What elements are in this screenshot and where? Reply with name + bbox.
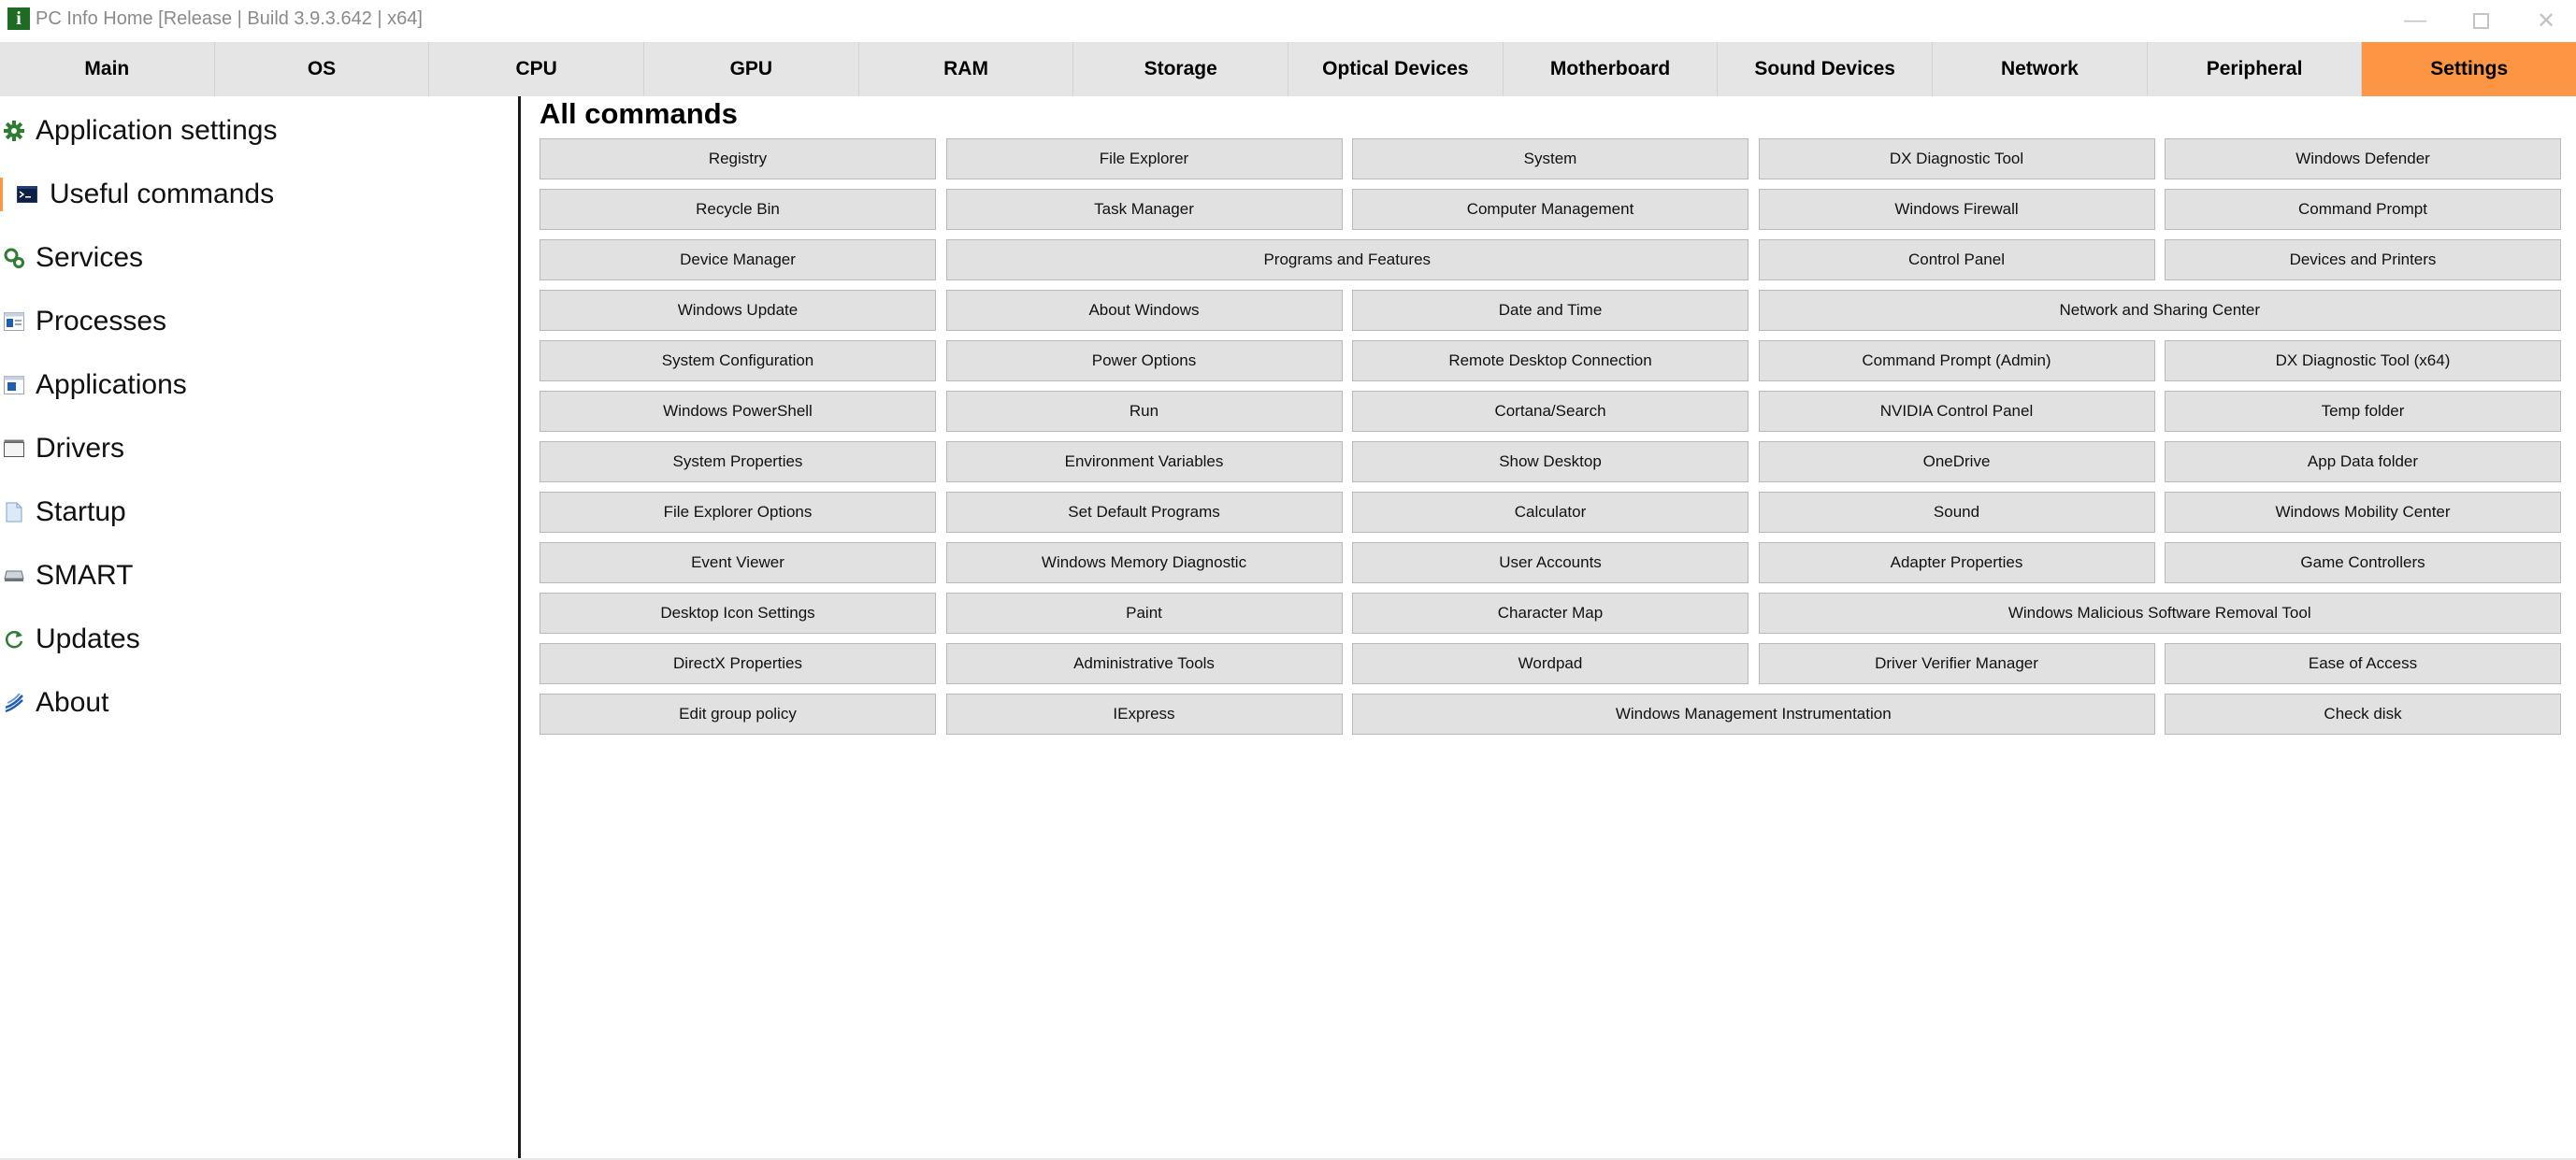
command-button[interactable]: Task Manager (946, 189, 1343, 230)
minimize-button[interactable] (2382, 0, 2448, 41)
command-button[interactable]: Windows Memory Diagnostic (946, 542, 1343, 583)
command-button[interactable]: Windows Management Instrumentation (1352, 694, 2155, 735)
command-button[interactable]: Windows Firewall (1759, 189, 2155, 230)
command-button[interactable]: NVIDIA Control Panel (1759, 391, 2155, 432)
sidebar-item-drivers[interactable] (0, 422, 518, 475)
command-button[interactable]: Power Options (946, 340, 1343, 381)
tab-motherboard[interactable]: Motherboard (1504, 42, 1719, 96)
command-button[interactable]: File Explorer Options (540, 492, 936, 533)
command-button[interactable]: Run (946, 391, 1343, 432)
main-tab-bar (0, 42, 2576, 96)
command-button[interactable]: Event Viewer (540, 542, 936, 583)
command-button[interactable]: Desktop Icon Settings (540, 593, 936, 634)
command-button[interactable]: Computer Management (1352, 189, 1749, 230)
command-button[interactable]: OneDrive (1759, 441, 2155, 482)
command-button[interactable]: Sound (1759, 492, 2155, 533)
command-button[interactable]: Command Prompt (Admin) (1759, 340, 2155, 381)
tab-sound-devices[interactable]: Sound Devices (1718, 42, 1933, 96)
tab-optical-devices[interactable]: Optical Devices (1288, 42, 1504, 96)
sidebar-item-useful-commands[interactable] (0, 168, 518, 221)
command-button[interactable]: Device Manager (540, 239, 936, 280)
command-button[interactable]: Environment Variables (946, 441, 1343, 482)
command-button[interactable]: Registry (540, 138, 936, 179)
command-button[interactable]: Check disk (2165, 694, 2561, 735)
commands-grid (540, 138, 2561, 735)
tab-gpu[interactable]: GPU (644, 42, 859, 96)
command-button[interactable]: Calculator (1352, 492, 1749, 533)
command-button[interactable]: Recycle Bin (540, 189, 936, 230)
command-button[interactable]: Windows Mobility Center (2165, 492, 2561, 533)
tab-network[interactable]: Network (1933, 42, 2148, 96)
window-title: PC Info Home [Release | Build 3.9.3.642 | x64] (36, 8, 423, 29)
command-button[interactable]: Command Prompt (2165, 189, 2561, 230)
disk-icon (4, 566, 24, 586)
gears-icon (4, 248, 24, 268)
command-button[interactable]: File Explorer (946, 138, 1343, 179)
driver-icon (4, 438, 24, 459)
close-icon: ✕ (2536, 7, 2556, 34)
command-button[interactable]: Character Map (1352, 593, 1749, 634)
process-icon (4, 311, 24, 332)
terminal-icon (17, 184, 37, 205)
settings-sidebar (0, 96, 518, 1160)
command-button[interactable]: Remote Desktop Connection (1352, 340, 1749, 381)
sidebar-item-smart[interactable] (0, 550, 518, 602)
command-button[interactable]: Temp folder (2165, 391, 2561, 432)
command-button[interactable]: Edit group policy (540, 694, 936, 735)
command-button[interactable]: Game Controllers (2165, 542, 2561, 583)
sidebar-item-label: Services (36, 242, 144, 273)
sidebar-item-processes[interactable] (0, 295, 518, 348)
command-button[interactable]: App Data folder (2165, 441, 2561, 482)
tab-main[interactable]: Main (0, 42, 215, 96)
command-button[interactable]: DirectX Properties (540, 643, 936, 684)
command-button[interactable]: Set Default Programs (946, 492, 1343, 533)
maximize-button[interactable] (2448, 0, 2513, 41)
sidebar-item-application-settings[interactable] (0, 105, 518, 157)
sidebar-item-label: Processes (36, 306, 167, 337)
command-button[interactable]: System Properties (540, 441, 936, 482)
startup-icon (4, 502, 24, 523)
command-button[interactable]: Adapter Properties (1759, 542, 2155, 583)
command-button[interactable]: Show Desktop (1352, 441, 1749, 482)
command-button[interactable]: Windows Defender (2165, 138, 2561, 179)
command-button[interactable]: Programs and Features (946, 239, 1749, 280)
command-button[interactable]: Windows Update (540, 290, 936, 331)
maximize-icon (2473, 13, 2489, 29)
command-button[interactable]: Cortana/Search (1352, 391, 1749, 432)
sidebar-item-label: Updates (36, 623, 140, 654)
command-button[interactable]: Devices and Printers (2165, 239, 2561, 280)
tab-peripheral[interactable]: Peripheral (2148, 42, 2363, 96)
tab-settings[interactable]: Settings (2362, 42, 2576, 96)
sidebar-item-label: Drivers (36, 433, 124, 464)
command-button[interactable]: Driver Verifier Manager (1759, 643, 2155, 684)
command-button[interactable]: System Configuration (540, 340, 936, 381)
sidebar-item-label: Startup (36, 496, 126, 527)
command-button[interactable]: Administrative Tools (946, 643, 1343, 684)
command-button[interactable]: DX Diagnostic Tool (1759, 138, 2155, 179)
refresh-icon (4, 629, 24, 650)
command-button[interactable]: Paint (946, 593, 1343, 634)
command-button[interactable]: Date and Time (1352, 290, 1749, 331)
sidebar-item-label: About (36, 687, 109, 718)
close-button[interactable] (2513, 0, 2576, 41)
command-button[interactable]: Windows Malicious Software Removal Tool (1759, 593, 2562, 634)
sidebar-item-label: Application settings (36, 115, 278, 146)
tab-ram[interactable]: RAM (859, 42, 1074, 96)
page-title: All commands (540, 97, 738, 130)
command-button[interactable]: DX Diagnostic Tool (x64) (2165, 340, 2561, 381)
tab-storage[interactable]: Storage (1073, 42, 1288, 96)
command-button[interactable]: Wordpad (1352, 643, 1749, 684)
command-button[interactable]: Windows PowerShell (540, 391, 936, 432)
sidebar-item-label: Useful commands (50, 179, 275, 209)
sidebar-item-applications[interactable] (0, 359, 518, 411)
title-bar (0, 0, 2576, 41)
tab-cpu[interactable]: CPU (429, 42, 644, 96)
command-button[interactable]: System (1352, 138, 1749, 179)
command-button[interactable]: Control Panel (1759, 239, 2155, 280)
sidebar-item-updates[interactable] (0, 613, 518, 666)
application-icon (4, 375, 24, 395)
about-icon (4, 693, 24, 713)
sidebar-item-label: Applications (36, 369, 187, 400)
sidebar-item-label: SMART (36, 560, 134, 591)
minimize-icon: — (2404, 7, 2426, 33)
command-button[interactable]: Network and Sharing Center (1759, 290, 2562, 331)
sidebar-item-services[interactable] (0, 232, 518, 284)
sidebar-divider (518, 96, 521, 1160)
sidebar-item-startup[interactable] (0, 486, 518, 538)
app-logo-icon: i (7, 7, 30, 30)
command-button[interactable]: Ease of Access (2165, 643, 2561, 684)
command-button[interactable]: User Accounts (1352, 542, 1749, 583)
sidebar-item-about[interactable] (0, 677, 518, 729)
tab-os[interactable]: OS (215, 42, 430, 96)
command-button[interactable]: About Windows (946, 290, 1343, 331)
active-indicator (0, 178, 3, 211)
gear-icon (4, 121, 24, 141)
command-button[interactable]: IExpress (946, 694, 1343, 735)
